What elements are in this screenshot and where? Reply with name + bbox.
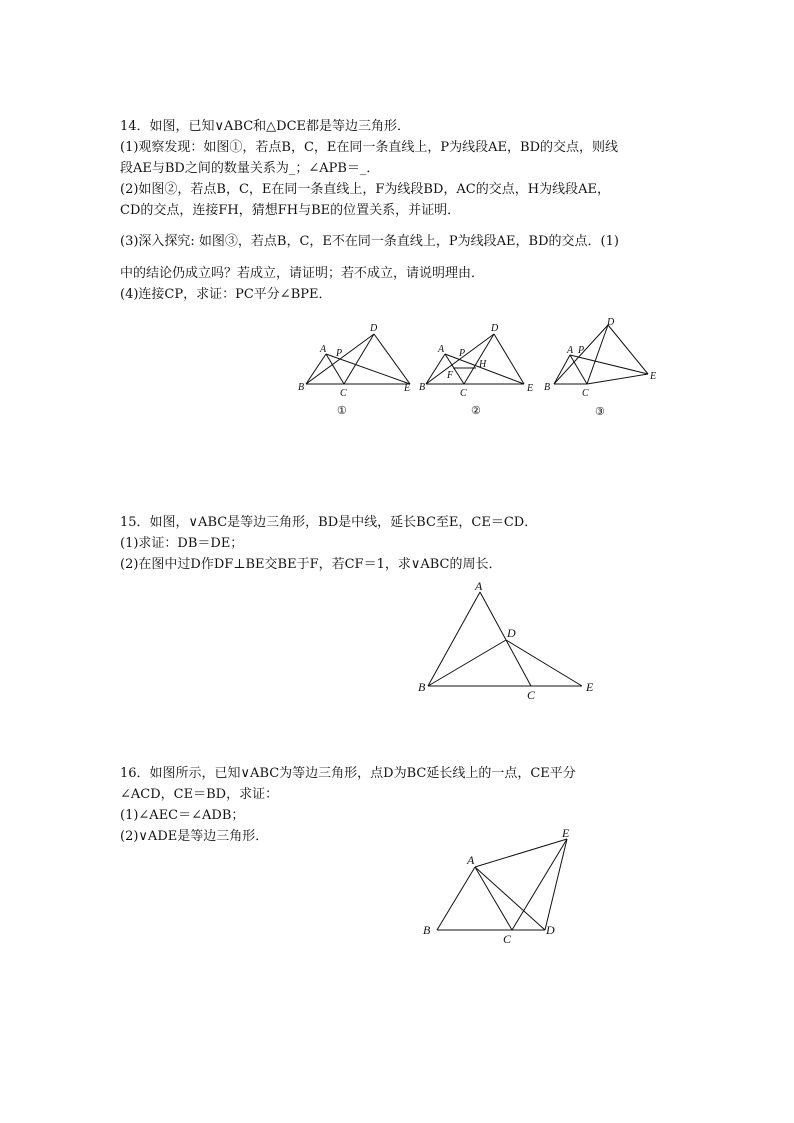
label-C: C <box>527 688 536 702</box>
q14-figure-1 <box>290 318 420 428</box>
label-A: A <box>438 344 445 355</box>
label-P: P <box>336 348 343 359</box>
label-A: A <box>475 580 483 593</box>
line-AC <box>480 592 531 686</box>
q14-line-8: (4)连接CP，求证：PC平分∠BPE． <box>120 287 332 302</box>
line-CD <box>587 325 608 384</box>
label-D: D <box>507 626 516 640</box>
q16-figure <box>415 820 600 950</box>
line-BD <box>428 640 506 686</box>
label-P: P <box>578 345 585 356</box>
label-A: A <box>467 853 475 867</box>
line-AC <box>475 867 512 930</box>
q14-line-2: (1)观察发现：如图①，若点B，C，E在同一条直线上，P为线段AE，BD的交点，则线 <box>120 140 619 155</box>
line-BA <box>306 354 326 384</box>
line-AB <box>428 592 480 686</box>
q14-line-7: 中的结论仍成立吗？若成立，请证明；若不成立，请说明理由． <box>120 266 485 281</box>
q16-line-4: (2)∨ADE是等边三角形． <box>120 829 269 844</box>
label-E: E <box>586 680 594 694</box>
q14-line-4: (2)如图②，若点B，C，E在同一条直线上，F为线段BD，AC的交点，H为线段AE， <box>120 182 610 197</box>
label-C: C <box>582 388 589 399</box>
label-E: E <box>650 371 657 382</box>
q15-figure <box>410 580 610 705</box>
q14-line-3: 段AE与BD之间的数量关系为_；∠APB＝_． <box>120 161 380 176</box>
figure-caption: ② <box>471 405 481 417</box>
q16-line-3: (1)∠AEC＝∠ADB； <box>120 808 245 823</box>
line-BA <box>426 354 445 384</box>
label-D: D <box>607 317 615 328</box>
figure-caption: ③ <box>595 406 605 418</box>
line-DE <box>374 334 410 384</box>
label-B: B <box>419 382 426 393</box>
line-CE <box>587 374 648 384</box>
q16-line-1: 16．如图所示，已知∨ABC为等边三角形，点D为BC延长线上的一点，CE平分 <box>120 766 576 781</box>
label-P: P <box>459 348 466 359</box>
label-D: D <box>546 923 555 937</box>
q14-line-6: (3)深入探究: 如图③，若点B，C，E不在同一条直线上，P为线段AE，BD的交点．(1) <box>120 234 619 249</box>
label-F: F <box>447 370 454 381</box>
label-D: D <box>491 323 499 334</box>
label-B: B <box>423 923 431 937</box>
line-AD <box>475 867 545 930</box>
label-C: C <box>460 388 467 399</box>
label-B: B <box>418 680 426 694</box>
label-B: B <box>298 382 305 393</box>
line-DE <box>506 640 582 686</box>
label-B: B <box>544 382 551 393</box>
line-DE <box>545 839 567 930</box>
q14-line-5: CD的交点，连接FH，猜想FH与BE的位置关系，并证明． <box>120 203 461 218</box>
line-DE <box>608 325 648 374</box>
line-AE <box>475 839 567 867</box>
q15-line-2: (1)求证：DB＝DE； <box>120 536 244 551</box>
label-D: D <box>370 323 378 334</box>
figure-caption: ① <box>337 405 347 417</box>
q15-line-1: 15．如图，∨ABC是等边三角形，BD是中线，延长BC至E，CE＝CD． <box>120 515 538 530</box>
q14-figure-2 <box>416 318 546 428</box>
label-A: A <box>567 345 574 356</box>
q15-line-3: (2)在图中过D作DF⊥BE交BE于F，若CF＝1，求∨ABC的周长． <box>120 557 502 572</box>
label-E: E <box>527 383 534 394</box>
label-C: C <box>340 388 347 399</box>
line-DE <box>494 334 524 384</box>
label-C: C <box>503 932 512 946</box>
q14-line-1: 14．如图，已知∨ABC和△DCE都是等边三角形． <box>120 119 411 134</box>
label-H: H <box>479 359 487 370</box>
label-E: E <box>562 826 570 840</box>
label-E: E <box>404 383 411 394</box>
line-AE <box>570 355 648 374</box>
label-A: A <box>320 344 327 355</box>
line-CE <box>512 839 567 930</box>
line-AC <box>570 355 587 384</box>
line-CD <box>344 334 374 384</box>
q16-line-2: ∠ACD，CE＝BD，求证： <box>120 787 279 802</box>
line-AB <box>437 867 475 930</box>
q14-figure-3 <box>540 315 670 428</box>
